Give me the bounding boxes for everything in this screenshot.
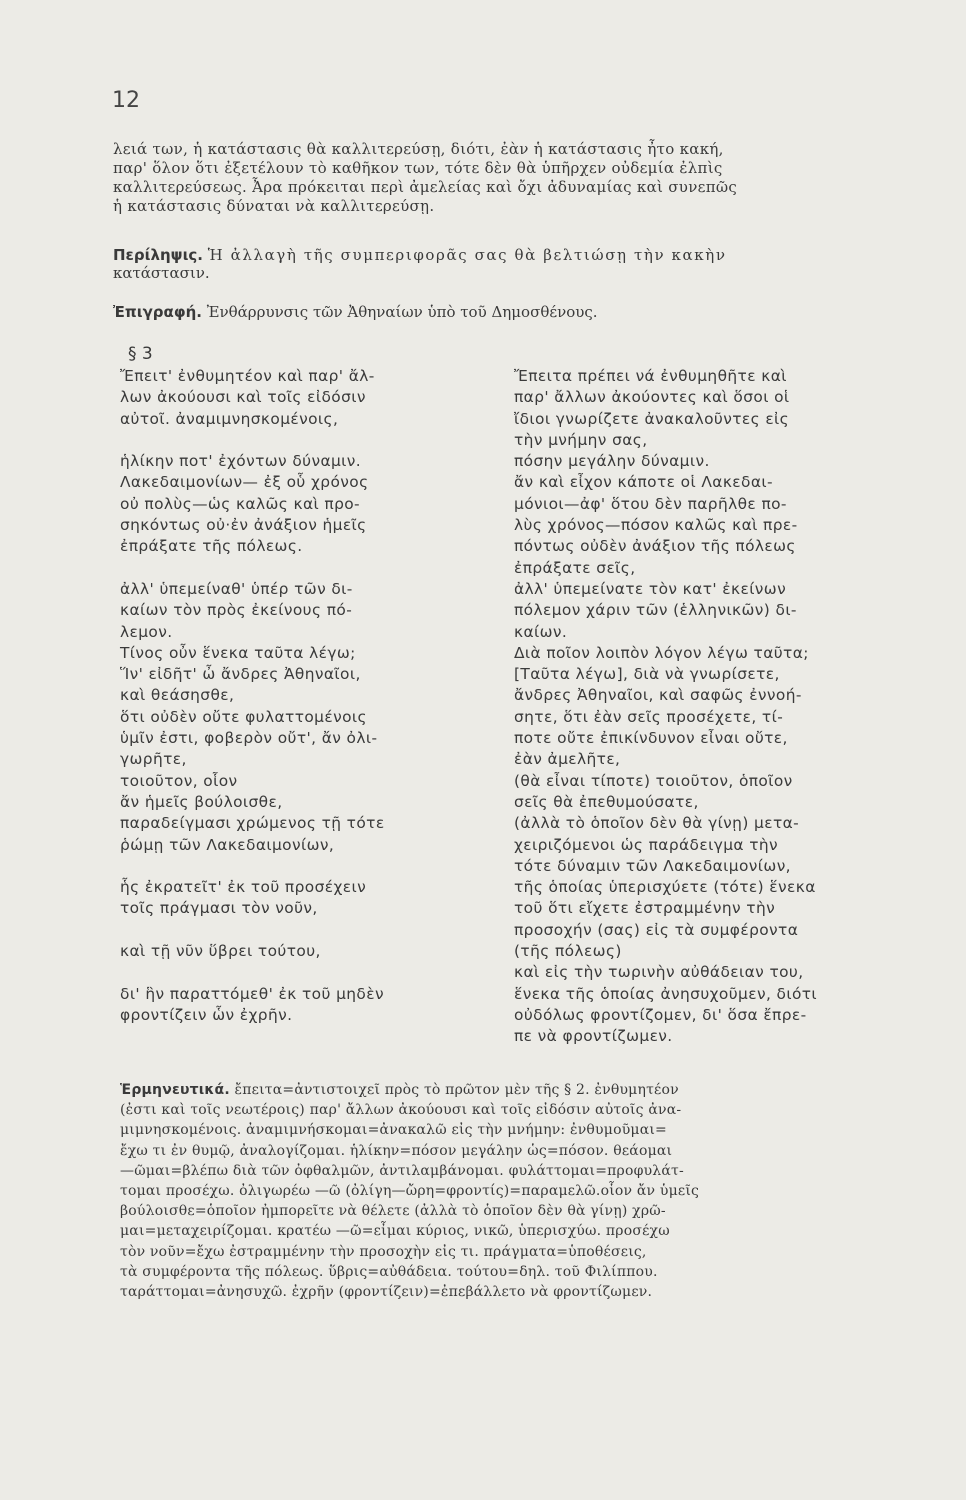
text-line: καίων. — [514, 622, 568, 641]
text-line: Τίνος οὖν ἕνεκα ταῦτα λέγω; — [120, 643, 356, 662]
text-line: ἄν καὶ εἶχον κάποτε οἱ Λακεδαι- — [514, 473, 773, 492]
intro-line: καλλιτερεύσεως. Ἆρα πρόκειται περὶ ἀμελείας καὶ ὄχι ἀδυναμίας καὶ συνεπῶς — [113, 178, 738, 196]
text-line: πόλεμον χάριν τῶν (ἑλληνικῶν) δι- — [514, 601, 797, 620]
notes-line: μαι=μεταχειρίζομαι. κρατέω —ῶ=εἶμαι κύριος, νικῶ, ὑπερισχύω. προσέχω — [120, 1223, 670, 1240]
summary — [113, 246, 925, 282]
text-line: ποτε οὔτε ἐπικίνδυνον εἶναι οὔτε, — [514, 729, 788, 748]
text-line: τοῖς πράγμασι τὸν νοῦν, — [120, 899, 318, 918]
summary-label: Περίληψις. — [113, 246, 203, 264]
text-line: ἄν ἡμεῖς βούλοισθε, — [120, 792, 283, 811]
text-line: καὶ τῇ νῦν ὕβρει τούτου, — [120, 942, 321, 961]
text-line: γωρῆτε, — [120, 750, 187, 769]
text-line: τὴν μνήμην σας, — [514, 430, 648, 449]
text-line: Ἔπειτ' ἐνθυμητέον καὶ παρ' ἄλ- — [120, 367, 375, 385]
text-line: (ἀλλὰ τὸ ὁποῖον δὲν θὰ γίνῃ) μετα- — [514, 814, 800, 833]
line-gap — [120, 558, 512, 579]
text-line: (θὰ εἶναι τίποτε) τοιοῦτον, ὁποῖον — [514, 771, 793, 790]
translation-column — [514, 366, 924, 1048]
text-line: καὶ εἰς τὴν τωρινὴν αὐθάδειαν του, — [514, 963, 804, 982]
text-line: μόνιοι—ἀφ' ὅτου δὲν παρῆλθε πο- — [514, 494, 787, 513]
text-line: οὐδόλως φροντίζομεν, δι' ὅσα ἔπρε- — [514, 1005, 807, 1024]
text-line: πε νὰ φροντίζωμεν. — [514, 1027, 673, 1046]
text-line: λὺς χρόνος—πόσον καλῶς καὶ πρε- — [514, 516, 798, 535]
text-line: φροντίζειν ὧν ἐχρῆν. — [120, 1005, 293, 1024]
summary-text-cont: κατάστασιν. — [113, 264, 210, 282]
notes-line: ταράττομαι=ἀνησυχῶ. ἐχρῆν (φροντίζειν)=ἐπεβάλλετο νὰ φροντίζωμεν. — [120, 1283, 653, 1300]
text-line: τότε δύναμιν τῶν Λακεδαιμονίων, — [514, 856, 791, 875]
intro-line: λειά των, ἡ κατάστασις θὰ καλλιτερεύσῃ, διότι, ἐὰν ἡ κατάστασις ἦτο κακή, — [113, 140, 724, 158]
text-line: οὐ πολὺς—ὡς καλῶς καὶ προ- — [120, 494, 361, 513]
text-line: Λακεδαιμονίων— ἐξ οὗ χρόνος — [120, 473, 369, 492]
text-line: Ἵν' εἰδῆτ' ὦ ἄνδρες Ἀθηναῖοι, — [120, 665, 361, 684]
text-line: σηκόντως οὐ·ἐν ἀνάξιον ἡμεῖς — [120, 516, 367, 535]
text-line: παρ' ἄλλων ἀκούοντες καὶ ὅσοι οἱ — [514, 388, 790, 407]
inscription — [113, 303, 925, 321]
text-line: ἕνεκα τῆς ὁποίας ἀνησυχοῦμεν, διότι — [514, 984, 818, 1003]
text-line: λεμον. — [120, 622, 173, 641]
summary-text: Ἡ ἀλλαγὴ τῆς συμπεριφορᾶς σας θὰ βελτιώσῃ τὴν κακὴν — [207, 246, 727, 264]
text-line: προσοχήν (σας) εἰς τὰ συμφέροντα — [514, 920, 799, 939]
text-line: πόντως οὐδὲν ἀνάξιον τῆς πόλεως — [514, 537, 796, 556]
notes-line: βούλοισθε=ὁποῖον ἠμπορεῖτε νὰ θέλετε (ἀλλὰ τὸ ὁποῖον δὲν θὰ γίνῃ) χρῶ- — [120, 1203, 666, 1220]
text-line: αὐτοῖ. ἀναμιμνησκομένοις, — [120, 409, 339, 428]
text-line: σεῖς θὰ ἐπεθυμούσατε, — [514, 792, 699, 811]
intro-line: παρ' ὅλον ὅτι ἐξετέλουν τὸ καθῆκον των, τότε δὲν θὰ ὑπῆρχεν οὐδεμία ἐλπὶς — [113, 159, 723, 177]
text-line: ἐπράξατε σεῖς, — [514, 558, 636, 577]
text-line: ὅτι οὐδὲν οὔτε φυλαττομένοις — [120, 707, 367, 726]
line-gap — [120, 962, 512, 983]
notes-label: Ἑρμηνευτικά. — [120, 1082, 230, 1098]
text-line: παραδείγμασι χρώμενος τῇ τότε — [120, 814, 385, 833]
text-line: ἀλλ' ὑπεμείνατε τὸν κατ' ἐκείνων — [514, 579, 787, 598]
original-text-column — [120, 366, 512, 1026]
inscription-text: Ἐνθάρρυνσις τῶν Ἀθηναίων ὑπὸ τοῦ Δημοσθένους. — [206, 303, 598, 321]
line-gap — [120, 856, 512, 877]
text-line: καὶ θεάσησθε, — [120, 686, 235, 705]
notes-line: μιμνησκομένοις. ἀναμιμνήσκομαι=ἀνακαλῶ εἰς τὴν μνήμην: ἐνθυμοῦμαι= — [120, 1122, 667, 1139]
text-line: Διὰ ποῖον λοιπὸν λόγον λέγω ταῦτα; — [514, 643, 809, 662]
text-line: ἄνδρες Ἀθηναῖοι, καὶ σαφῶς ἐννοή- — [514, 686, 802, 705]
notes-text: ἔπειτα=ἀντιστοιχεῖ πρὸς τὸ πρῶτον μὲν τῆς § 2. ἐνθυμητέον — [234, 1082, 679, 1098]
text-line: ῥώμῃ τῶν Λακεδαιμονίων, — [120, 835, 335, 854]
intro-paragraph — [113, 140, 925, 216]
intro-line: ἡ κατάστασις δύναται νὰ καλλιτερεύσῃ. — [113, 197, 435, 215]
text-line: ὑμῖν ἐστι, φοβερὸν οὔτ', ἄν ὀλι- — [120, 729, 378, 748]
notes-line: τὰ συμφέροντα τῆς πόλεως. ὕβρις=αὐθάδεια. τούτου=δηλ. τοῦ Φιλίππου. — [120, 1263, 658, 1280]
notes-line: (ἐστι καὶ τοῖς νεωτέροις) παρ' ἄλλων ἀκούουσι καὶ τοῖς εἰδόσιν αὐτοῖς ἀνα- — [120, 1102, 682, 1119]
text-line: τῆς ὁποίας ὑπερισχύετε (τότε) ἕνεκα — [514, 878, 816, 897]
inscription-label: Ἐπιγραφή. — [113, 303, 202, 321]
text-line: λων ἀκούουσι καὶ τοῖς εἰδόσιν — [120, 388, 366, 407]
text-line: δι' ἣν παραττόμεθ' ἐκ τοῦ μηδὲν — [120, 984, 384, 1003]
notes-line: —ῶμαι=βλέπω διὰ τῶν ὀφθαλμῶν, ἀντιλαμβάνομαι. φυλάττομαι=προφυλάτ- — [120, 1162, 684, 1179]
text-line: ἴδιοι γνωρίζετε ἀνακαλοῦντες εἰς — [514, 409, 790, 428]
text-line: ἡλίκην ποτ' ἐχόντων δύναμιν. — [120, 452, 362, 471]
page-number: 12 — [112, 88, 140, 113]
notes-line: τομαι προσέχω. ὀλιγωρέω —ῶ (ὀλίγη—ὤρη=φροντίς)=παραμελῶ.οἷον ἄν ὑμεῖς — [120, 1182, 700, 1199]
text-line: (τῆς πόλεως) — [514, 942, 622, 961]
notes-block — [120, 1080, 928, 1302]
text-line: ἐὰν ἀμελῆτε, — [514, 750, 621, 769]
text-line: [Ταῦτα λέγω], διὰ νὰ γνωρίσετε, — [514, 665, 780, 684]
text-line: ἐπράξατε τῆς πόλεως. — [120, 537, 303, 556]
line-gap — [120, 920, 512, 941]
text-line: τοιοῦτον, οἷον — [120, 771, 238, 790]
notes-line: ἔχω τι ἐν θυμῷ, ἀναλογίζομαι. ἡλίκην=πόσον μεγάλην ὡς=πόσον. θεάομαι — [120, 1142, 673, 1159]
line-gap — [120, 430, 512, 451]
text-line: σητε, ὅτι ἐὰν σεῖς προσέχετε, τί- — [514, 707, 784, 726]
text-line: τοῦ ὅτι εἴχετε ἐστραμμένην τὴν — [514, 899, 776, 918]
text-line: Ἔπειτα πρέπει νά ἐνθυμηθῆτε καὶ — [514, 367, 787, 385]
text-line: χειριζόμενοι ὡς παράδειγμα τὴν — [514, 835, 779, 854]
text-line: ἧς ἐκρατεῖτ' ἐκ τοῦ προσέχειν — [120, 878, 367, 897]
text-line: ἀλλ' ὑπεμείναθ' ὑπέρ τῶν δι- — [120, 579, 353, 598]
notes-line — [120, 1080, 928, 1100]
notes-line: τὸν νοῦν=ἔχω ἐστραμμένην τὴν προσοχὴν εἰς τι. πράγματα=ὑποθέσεις, — [120, 1243, 647, 1260]
text-line: καίων τὸν πρὸς ἐκείνους πό- — [120, 601, 353, 620]
section-mark: § 3 — [128, 344, 153, 364]
text-line: πόσην μεγάλην δύναμιν. — [514, 452, 710, 471]
